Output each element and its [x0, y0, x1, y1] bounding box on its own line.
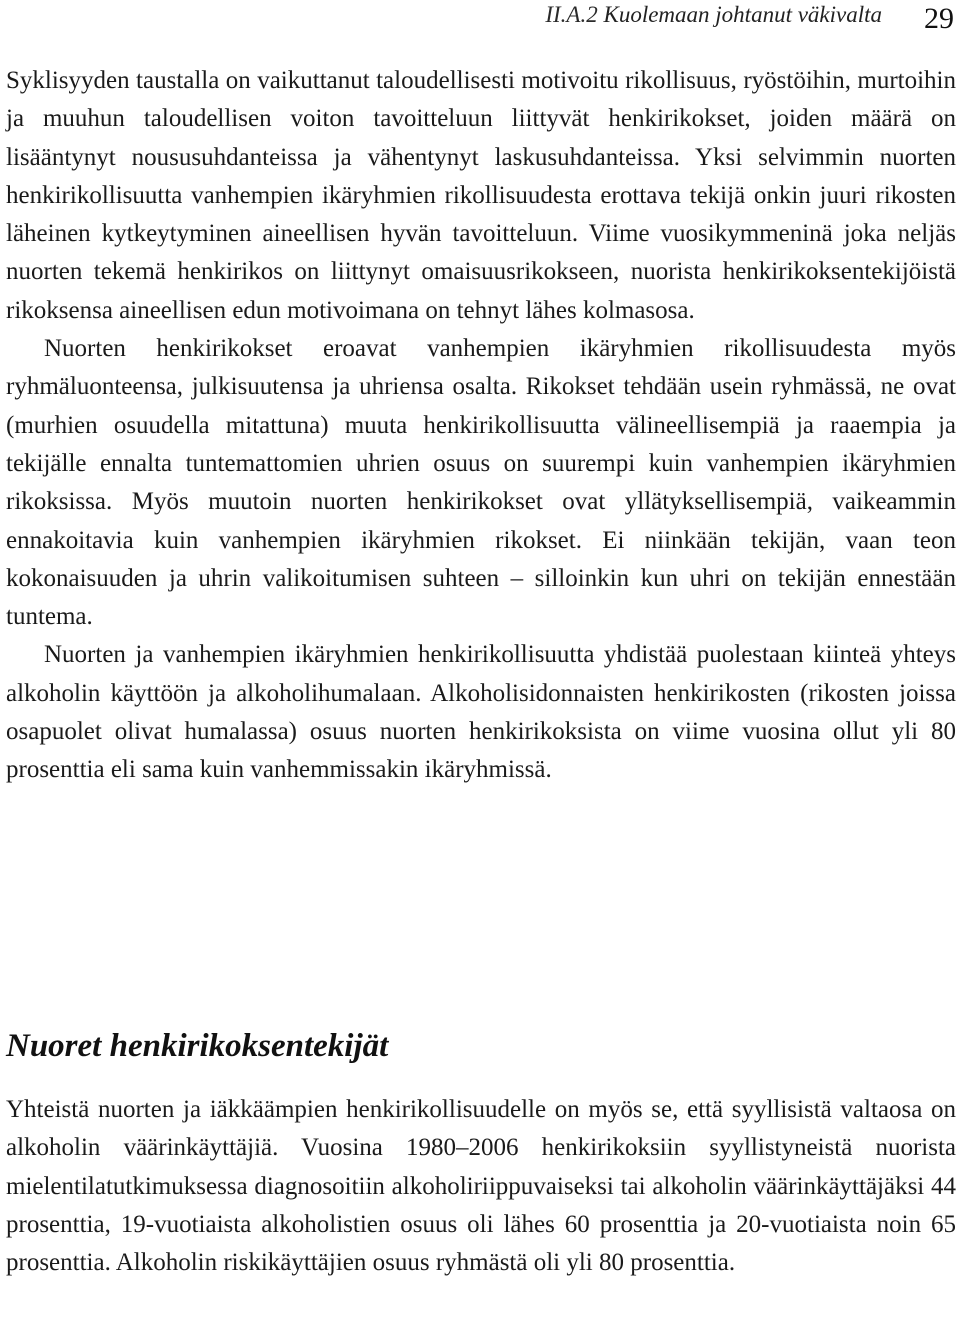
running-head-section: II.A.2 [545, 2, 598, 27]
paragraph-3: Nuorten ja vanhempien ikäryhmien henkirikollisuutta yhdistää puolestaan kiinteä yhteys alkoholin käyttöön ja alkoholihumalaan. Alkoholisidonnaisten henkirikosten (rikosten joissa osapuolet olivat humalassa) osuus nuorten henkirikoksista on viime vuosina ollut yli 80 prosenttia eli sama kuin vanhemmissakin ikäryhmissä. [6, 641, 956, 784]
running-head [0, 0, 960, 40]
paragraph-1: Syklisyyden taustalla on vaikuttanut taloudellisesti motivoitu rikollisuus, ryöstöihin, murtoihin ja muuhun taloudellisen voiton tavoitteluun liittyvät henkirikokset, joiden määrä on lisääntynyt noususuhdanteissa ja vähentynyt laskusuhdanteissa. Yksi selvimmin nuorten henkirikollisuutta vanhempien ikäryhmien rikollisuudesta erottava tekijä onkin juuri rikosten läheinen kytkeytyminen aineellisen hyvän tavoitteluun. Viime vuosikymmeninä joka neljäs nuorten tekemä henkirikos on liittynyt omaisuusrikokseen, nuorista henkirikoksentekijöistä rikoksensa aineellisen edun motivoimana on tehnyt lähes kolmasosa. [6, 67, 956, 324]
running-head-chapter-title: Kuolemaan johtanut väkivalta [603, 2, 882, 27]
section-heading: Nuoret henkirikoksentekijät [6, 1028, 389, 1064]
paragraph-2: Nuorten henkirikokset eroavat vanhempien ikäryhmien rikollisuudesta myös ryhmäluonteensa, julkisuutensa ja uhriensa osalta. Rikokset tehdään usein ryhmässä, ne ovat (murhien osuudella mitattuna) muuta henkirikollisuutta välineellisempiä ja raaempia ja tekijälle ennalta tuntemattomien uhrien osuus on suurempi kuin vanhempien ikäryhmien rikoksissa. Myös muutoin nuorten henkirikokset ovat yllätyksellisempiä, vaikeammin ennakoitavia kuin vanhempien ikäryhmien rikokset. Ei niinkään tekijän, vaan teon kokonaisuuden ja uhrin valikoitumisen suhteen – silloinkin kun uhri on tekijän ennestään tuntema. [6, 335, 956, 631]
body-text [6, 62, 956, 790]
section-body-text [6, 1091, 956, 1282]
section-paragraph-1: Yhteistä nuorten ja iäkkäämpien henkirikollisuudelle on myös se, että syyllisistä valtaosa on alkoholin väärinkäyttäjiä. Vuosina 1980–2006 henkirikoksiin syyllistyneistä nuorista mielentilatutkimuksessa diagnosoitiin alkoholiriippuvaiseksi tai alkoholin väärinkäyttäjäksi 44 prosenttia, 19-vuotiaista alkoholistien osuus oli lähes 60 prosenttia ja 20-vuotiaista noin 65 prosenttia. Alkoholin riskikäyttäjien osuus ryhmästä oli yli 80 prosenttia. [6, 1096, 956, 1277]
running-head-title [545, 0, 882, 30]
page-number: 29 [924, 2, 954, 35]
